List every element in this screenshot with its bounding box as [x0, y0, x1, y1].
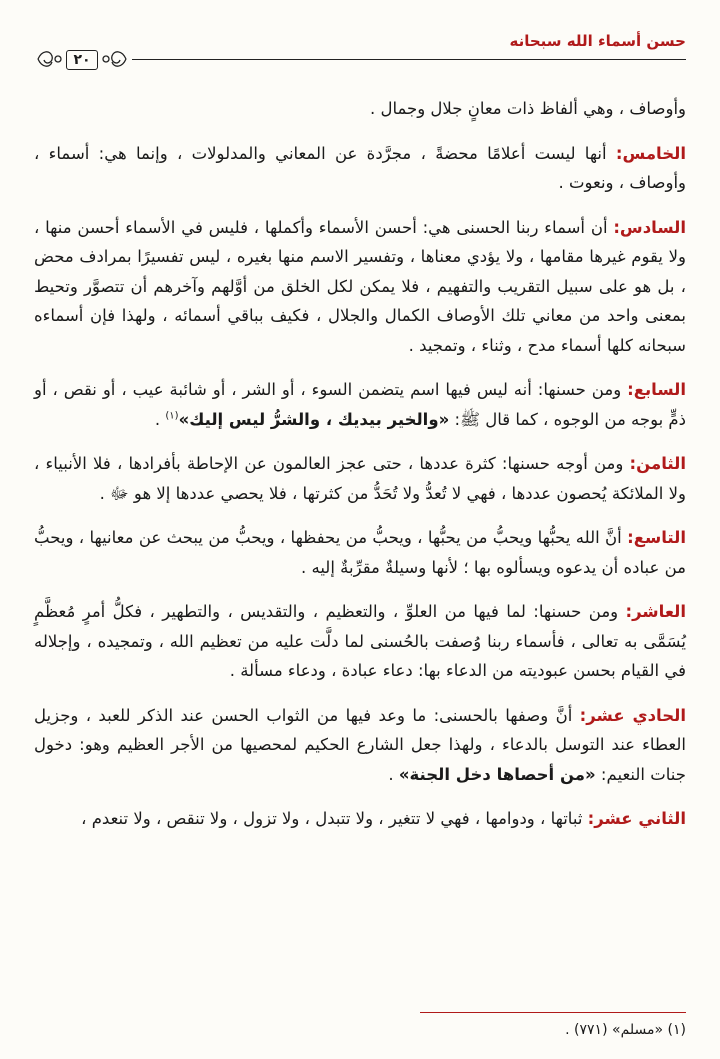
- page-number: ٢٠: [66, 50, 98, 70]
- footnote: [565, 1022, 686, 1038]
- paragraph: [34, 597, 686, 686]
- paragraph-heading: الثامن:: [629, 454, 686, 473]
- footnote-marker[interactable]: (١): [165, 410, 179, 421]
- paragraph: [34, 804, 686, 834]
- paragraph-heading: الخامس:: [615, 143, 686, 163]
- footnote-source: «مسلم»: [612, 1022, 664, 1038]
- paragraph-tail: .: [154, 409, 166, 429]
- paragraph: [34, 523, 686, 582]
- paragraph-text: وأوصاف ، وهي ألفاظ ذات معانٍ جلال وجمال .: [369, 99, 686, 118]
- paragraph-text: ومن حسنها: لما فيها من العلوِّ ، والتعظيم ، والتقديس ، والتطهير ، فكلُّ أمرٍ مُعظَّمٍ يُسَمَّى به تعالى ، فأسماء ربنا وُصفت بالحُسنى لما دلَّت عليه من تعظيم الله ، وتمجيده ، وإجلاله في القيام بحسن عبوديته من الدعاء بها: دعاء عبادة ، ودعاء مسألة .: [34, 602, 686, 680]
- paragraph-text: ومن أوجه حسنها: كثرة عددها ، حتى عجز العالمون عن الإحاطة بأفرادها ، فلا الأنبياء ، ولا الملائكة يُحصون عددها ، فهي لا تُعدُّ ولا تُحَدُّ من كثرتها ، فلا يحصي عددها إلا هو ﷻ .: [34, 454, 686, 503]
- hadith-quote: «من أحصاها دخل الجنة»: [398, 764, 596, 784]
- paragraph-heading: الثاني عشر:: [587, 809, 686, 828]
- page-header: [34, 28, 686, 72]
- paragraph-text: أن أسماء ربنا الحسنى هي: أحسن الأسماء وأكملها ، فليس في الأسماء أحسن منها ، ولا يقوم غيرها مقامها ، ولا يؤدي معناها ، وتفسير الاسم منها بغيره ، ليس تفسيرًا بمرادف محض ، بل هو على سبيل التقريب والتفهيم ، فلا يمكن لكل الخلق من أوَّلهم وآخرهم أن تتصوَّر وتحيط بمعنى واحد من معاني تلك الأوصاف الكمال والجلال ، فكيف بباقي أسمائه ، ولهذا فإن أسماءه سبحانه كلها أسماء مدح ، وثناء ، وتمجيد .: [34, 217, 686, 355]
- footnote-number: (١): [667, 1022, 686, 1038]
- paragraph: [34, 213, 686, 361]
- paragraph-heading: الحادي عشر:: [579, 705, 686, 725]
- paragraph-heading: التاسع:: [627, 528, 686, 547]
- paragraph: [34, 94, 686, 124]
- paragraph-heading: العاشر:: [625, 602, 686, 621]
- paragraph-text: ثباتها ، ودوامها ، فهي لا تتغير ، ولا تتبدل ، ولا تزول ، ولا تنقص ، ولا تنعدم ،: [81, 809, 588, 828]
- paragraph-text: أنَّ وصفها بالحسنى: ما وعد فيها من الثواب الحسن عند الذكر للعبد ، وجزيل العطاء عند التوسل بالدعاء ، ولهذا جعل الشارع الحكيم لمحصيها من الأجر العظيم وهو: دخول جنات النعيم:: [34, 705, 686, 784]
- footnote-divider: [420, 1012, 686, 1013]
- header-rule: [132, 59, 686, 60]
- paragraph-text: أنَّ الله يحبُّها ويحبُّ من يحبُّها ، ويحبُّ من يحفظها ، ويحبُّ من يبحث عن معانيها ، ويحبُّ من عباده أن يدعوه ويسألوه بها ؛ لأنها وسيلةٌ مقرِّبةٌ إليه .: [34, 528, 686, 577]
- paragraph-heading: السادس:: [613, 217, 686, 237]
- page-body: [34, 94, 686, 849]
- paragraph-text: ومن حسنها: أنه ليس فيها اسم يتضمن السوء ، أو الشر ، أو شائبة عيب ، أو نقص ، أو ذمٍّ بوجه من الوجوه ، كما قال ﷺ:: [34, 380, 686, 429]
- paragraph: [34, 701, 686, 790]
- footnote-ref: (٧٧١) .: [565, 1022, 608, 1038]
- hadith-quote: «والخير بيديك ، والشرُّ ليس إليك»: [178, 409, 450, 429]
- paragraph: [34, 375, 686, 434]
- paragraph-text: أنها ليست أعلامًا محضةً ، مجرَّدة عن المعاني والمدلولات ، وإنما هي: أسماء ، وأوصاف ، ونعوت .: [34, 143, 686, 192]
- paragraph: [34, 139, 686, 198]
- paragraph-tail: .: [388, 764, 399, 784]
- paragraph: [34, 449, 686, 508]
- paragraph-heading: السابع:: [627, 380, 686, 399]
- book-title: حسن أسماء الله سبحانه: [509, 32, 686, 50]
